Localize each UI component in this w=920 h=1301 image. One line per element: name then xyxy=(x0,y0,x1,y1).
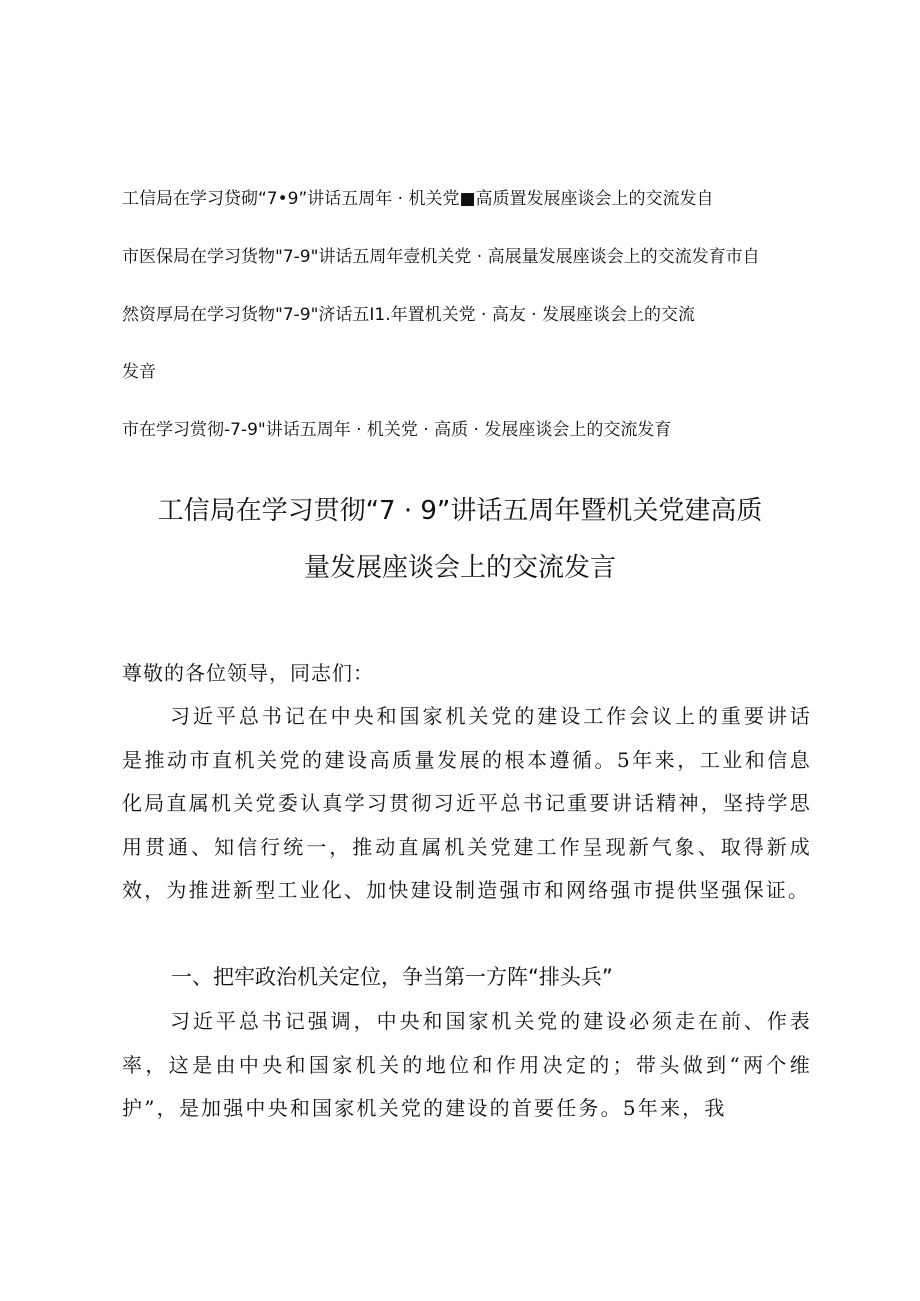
document-title-line-2: 量发展座谈会上的交流发言 xyxy=(303,553,616,583)
document-title-line-1: 工信局在学习贯彻“7 · 9”讲话五周年暨机关党建高质 xyxy=(157,496,763,526)
paragraph-1: 习近平总书记在中央和国家机关党的建设工作会议上的重要讲话是推动市直机关党的建设高质量发展的根本遵循。5年来，工业和信息化局直属机关党委认真学习贯彻习近平总书记重要讲话精神，坚持学思用贯通、知信行统一，推动直属机关党建工作呈现新气象、取得新成效，为推进新型工业化、加快建设制造强市和网络强市提供坚强保证。 xyxy=(122,704,812,902)
toc-line-2: 市医保局在学习货物"7-9"讲话五周年壹机关党 · 高展量发展座谈会上的交流发育市自 xyxy=(122,247,760,267)
section-heading-1: 一、把牢政治机关定位，争当第一方阵“排头兵” xyxy=(171,965,613,989)
paragraph-2: 习近平总书记强调，中央和国家机关党的建设必须走在前、作表率，这是由中央和国家机关的地位和作用决定的；带头做到“两个维护”，是加强中央和国家机关党的建设的首要任务。5年来，我 xyxy=(122,1009,812,1120)
toc-line-4: 发音 xyxy=(122,362,156,382)
toc-line-3: 然资厚局在学习货物"7-9"济话五I1.年置机关党 · 高友 · 发展座谈会上的交流 xyxy=(122,305,696,325)
toc-line-1: 工信局在学习贷砌“7•9”讲话五周年 · 机关党■高质置发展座谈会上的交流发自 xyxy=(122,189,714,209)
toc-line-5: 市在学习赏彻-7-9"讲话五周年 · 机关党 · 高质 · 发展座谈会上的交流发育 xyxy=(122,420,672,440)
salutation: 尊敬的各位领导，同志们： xyxy=(122,661,374,685)
